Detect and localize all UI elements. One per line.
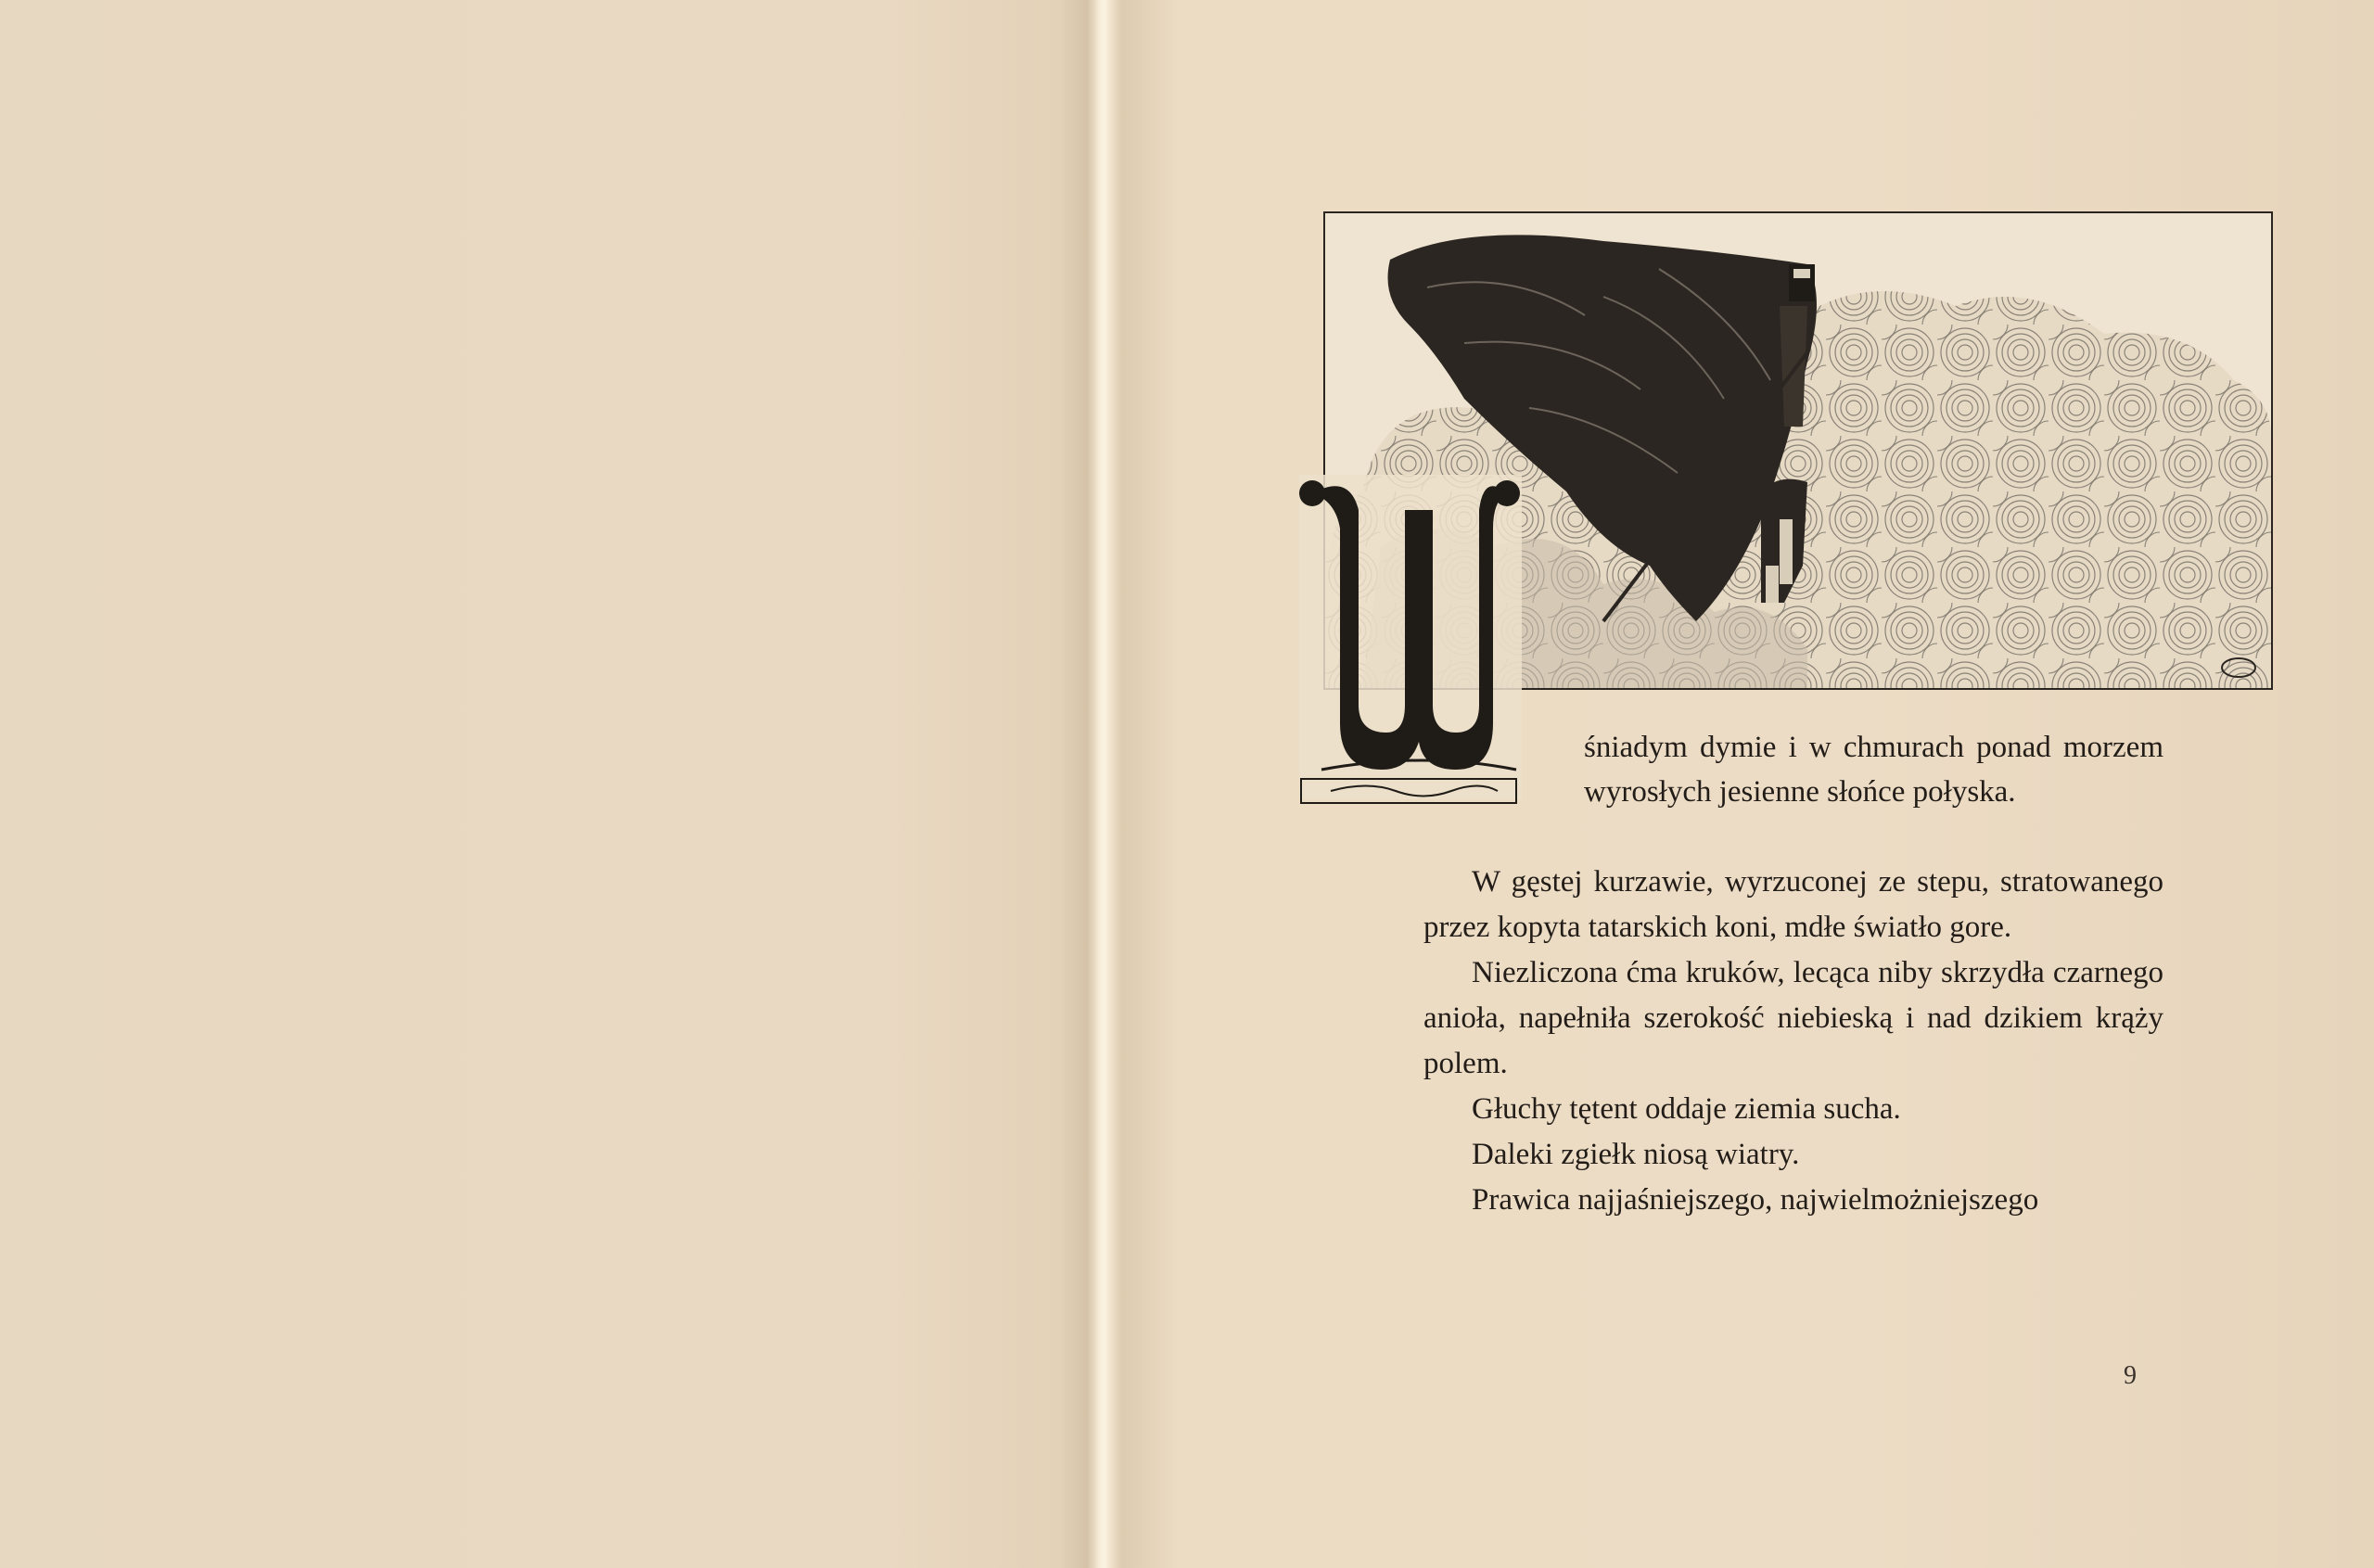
paragraph: W gęstej kurzawie, wyrzuconej ze stepu, stratowanego przez kopyta tatarskich koni, mdłe światło gore. xyxy=(1423,865,2163,944)
opening-lines: śniadym dymie i w chmurach ponad morzem wyrosłych jesienne słońce połyska. xyxy=(1584,731,2163,809)
paragraph: Głuchy tętent oddaje ziemia sucha. xyxy=(1472,1092,1901,1126)
body-text xyxy=(1423,860,2163,1223)
left-page-blank xyxy=(0,0,1104,1568)
book-gutter xyxy=(1087,0,1122,1568)
paragraph: Niezliczona ćma kruków, lecąca niby skrzydła czarnego anioła, napełniła szerokość niebieską i nad dzikiem krąży polem. xyxy=(1423,956,2163,1080)
page-number: 9 xyxy=(2124,1361,2137,1390)
paragraph: Daleki zgiełk niosą wiatry. xyxy=(1472,1138,1800,1171)
paragraph: Prawica najjaśniejszego, najwielmożniejszego xyxy=(1472,1183,2039,1217)
drop-cap-w xyxy=(1294,473,1553,825)
